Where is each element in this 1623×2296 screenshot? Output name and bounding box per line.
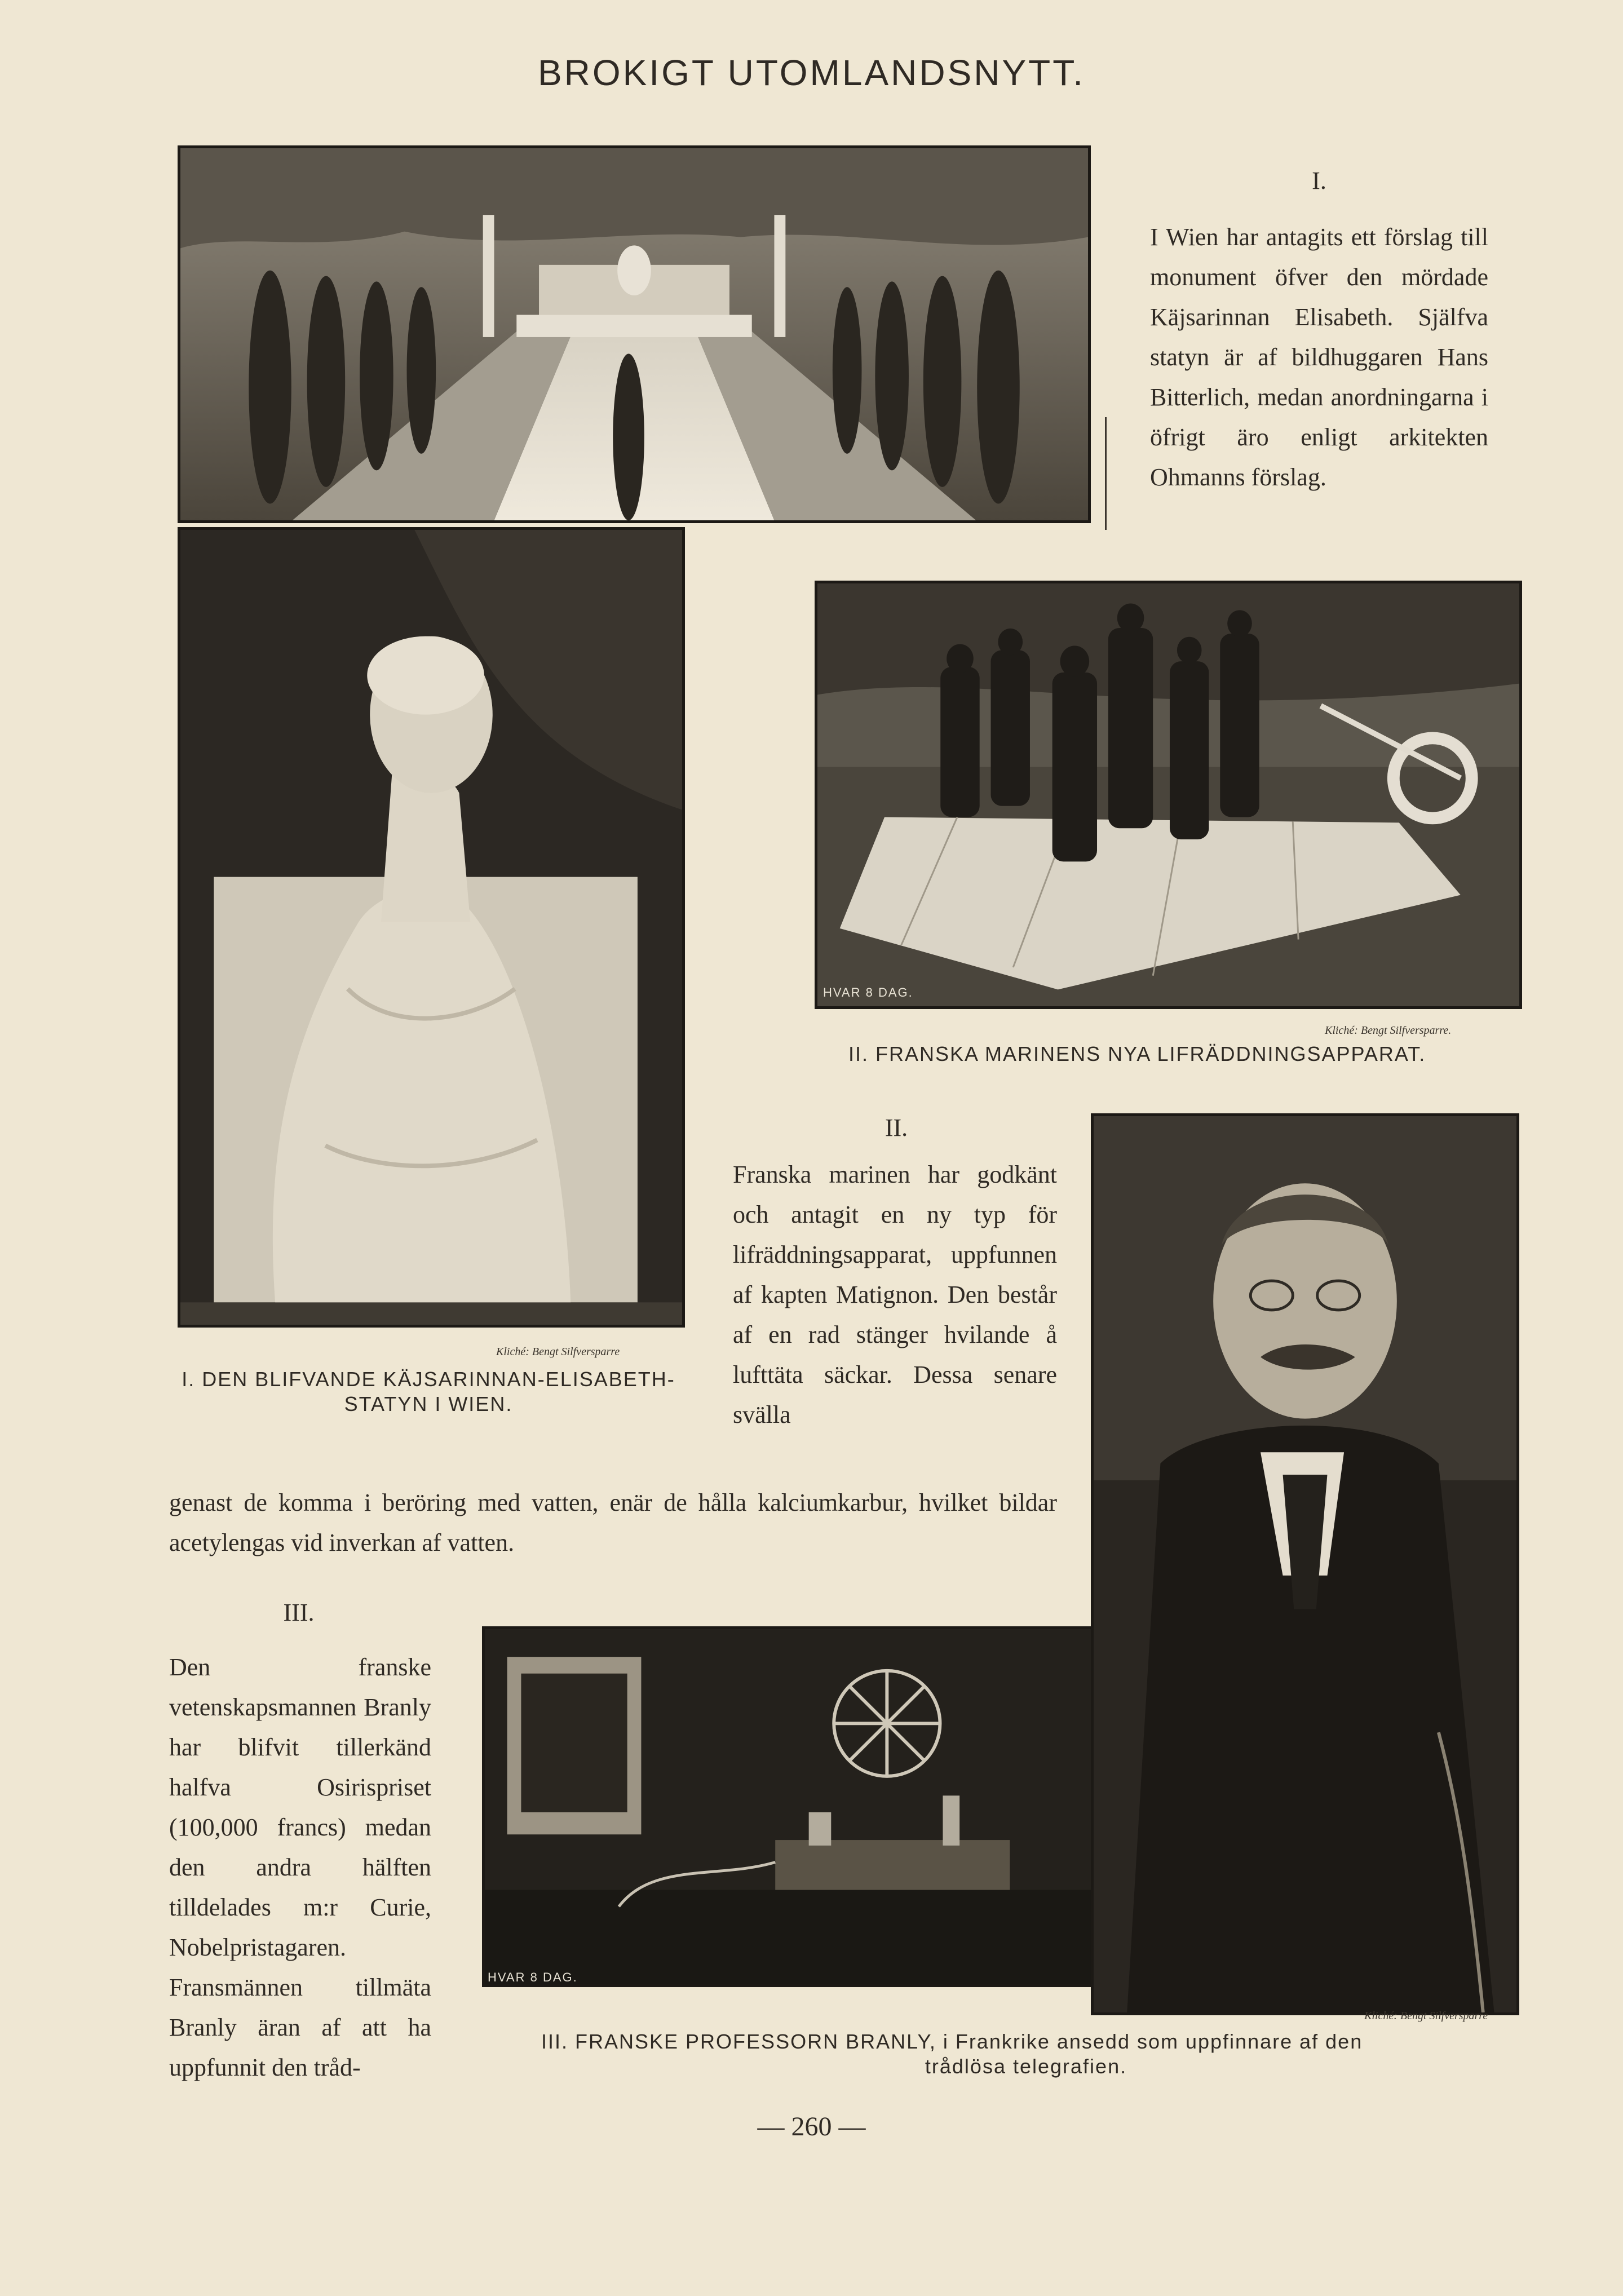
statue-photo [178,527,685,1328]
section-3-number: III. [283,1599,315,1626]
statue-credit: Kliché: Bengt Silfversparre [496,1346,620,1358]
section-2-paragraph-narrow: Franska marinen har godkänt och antagit en ny typ för lifräddningsapparat, uppfunnen af kapten Matignon. Den består af en rad stänger hvilande å lufttäta säckar. Dessa senare svälla [733,1161,1057,1428]
branly-caption-line-2: trådlösa telegrafien. [925,2055,1127,2078]
branly-credit: Kliché: Bengt Silfversparre [1364,2010,1488,2022]
section-1-text [1150,217,1488,497]
section-2-number: II. [885,1114,908,1142]
raft-credit: Kliché: Bengt Silfversparre. [1325,1024,1452,1037]
section-3-paragraph: Den franske vetenskapsmannen Branly har blifvit tillerkänd halfva Osirispriset (100,000 francs) medan den andra hälften tilldelades m:r Curie, Nobelpristagaren. Fransmännen tillmäta Branly äran af att ha uppfunnit den tråd- [169,1653,431,2081]
section-3-text [169,1647,431,2087]
apparatus-watermark: HVAR 8 DAG. [488,1970,578,1984]
apparatus-photo [482,1626,1094,1987]
column-rule [1105,417,1107,530]
branly-portrait-photo [1091,1113,1519,2015]
statue-caption: I. DEN BLIFVANDE KÄJSARINNAN-ELISABETH-STATYN I WIEN. [182,1368,675,1415]
branly-caption-line-1: III. FRANSKE PROFESSORN BRANLY, i Frankrike ansedd som uppfinnare af den [541,2030,1363,2053]
section-1-paragraph: I Wien har antagits ett förslag till monument öfver den mördade Käjsarinnan Elisabeth. Själfva statyn är af bildhuggaren Hans Bitterlich, medan anordningarna i öfrigt äro enligt arkitekten Ohmanns förslag. [1150,223,1488,491]
raft-watermark: HVAR 8 DAG. [823,985,913,999]
monument-avenue-photo [178,145,1091,523]
section-2-text-wide [169,1483,1057,1563]
raft-caption: II. FRANSKA MARINENS NYA LIFRÄDDNINGSAPPARAT. [848,1042,1426,1065]
section-2-text-narrow [733,1154,1057,1435]
page-number: — 260 — [757,2112,866,2142]
raft-photo [815,581,1522,1009]
page-header: BROKIGT UTOMLANDSNYTT. [537,52,1086,93]
section-2-paragraph-wide: genast de komma i beröring med vatten, enär de hålla kalciumkarbur, hvilket bildar acetylengas vid inverkan af vatten. [169,1489,1057,1556]
section-1-number: I. [1312,167,1326,194]
